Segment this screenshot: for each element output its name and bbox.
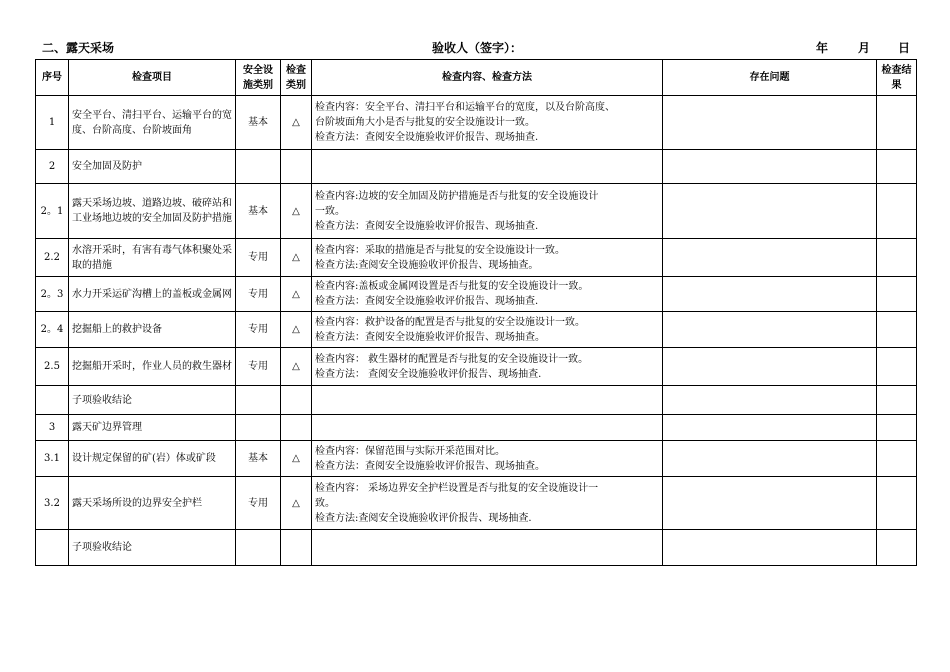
table-row [36, 312, 917, 348]
row-seq: 2.2 [36, 239, 69, 277]
row-result-cell[interactable] [877, 150, 917, 184]
row-result-cell[interactable] [877, 441, 917, 477]
row-seq [36, 386, 69, 415]
table-row [36, 441, 917, 477]
row-mark: △ [281, 184, 312, 239]
row-issues-cell[interactable] [663, 184, 877, 239]
row-mark [281, 386, 312, 415]
row-item: 安全平台、清扫平台、运输平台的宽度、台阶高度、台阶坡面角 [69, 96, 236, 150]
col-header-content: 检查内容、检查方法 [312, 60, 663, 96]
row-seq [36, 530, 69, 566]
row-item: 水溶开采时，有害有毒气体积聚处采取的措施 [69, 239, 236, 277]
row-seq: 2。4 [36, 312, 69, 348]
month-label: 月 [858, 41, 871, 55]
table-row [36, 184, 917, 239]
row-mark: △ [281, 477, 312, 530]
row-issues-cell[interactable] [663, 530, 877, 566]
row-item: 水力开采运矿沟槽上的盖板或金属网 [69, 277, 236, 312]
section-title: 二、露天采场 [42, 41, 115, 55]
table-row [36, 530, 917, 566]
table-row [36, 415, 917, 441]
row-category: 专用 [236, 348, 281, 386]
row-result-cell[interactable] [877, 530, 917, 566]
table-row [36, 477, 917, 530]
row-mark [281, 530, 312, 566]
row-category: 专用 [236, 277, 281, 312]
row-category: 专用 [236, 477, 281, 530]
row-issues-cell[interactable] [663, 312, 877, 348]
row-category: 专用 [236, 239, 281, 277]
row-result-cell[interactable] [877, 184, 917, 239]
row-mark: △ [281, 348, 312, 386]
row-issues-cell[interactable] [663, 239, 877, 277]
signer-label: 验收人（签字）： [432, 41, 523, 55]
row-content: 检查内容： 救生器材的配置是否与批复的安全设施设计一致。 检查方法： 查阅安全设施验收评价报告、现场抽查. [312, 348, 663, 386]
row-issues-cell[interactable] [663, 415, 877, 441]
col-header-category: 安全设 施类别 [236, 60, 281, 96]
row-item: 子项验收结论 [69, 386, 236, 415]
year-label: 年 [816, 41, 829, 55]
row-mark [281, 150, 312, 184]
table-row [36, 239, 917, 277]
row-seq: 3.2 [36, 477, 69, 530]
row-result-cell[interactable] [877, 477, 917, 530]
row-category [236, 415, 281, 441]
col-header-result: 检查结 果 [877, 60, 917, 96]
row-seq: 2。1 [36, 184, 69, 239]
row-content [312, 530, 663, 566]
row-result-cell[interactable] [877, 348, 917, 386]
row-content: 检查内容： 采场边界安全护栏设置是否与批复的安全设施设计一 致。 检查方法:查阅安全设施验收评价报告、现场抽查. [312, 477, 663, 530]
row-content: 检查内容：安全平台、清扫平台和运输平台的宽度，以及台阶高度、 台阶坡面角大小是否与批复的安全设施设计一致。 检查方法：查阅安全设施验收评价报告、现场抽查. [312, 96, 663, 150]
row-category: 基本 [236, 441, 281, 477]
row-seq: 1 [36, 96, 69, 150]
row-category: 基本 [236, 96, 281, 150]
row-result-cell[interactable] [877, 277, 917, 312]
row-result-cell[interactable] [877, 96, 917, 150]
row-category [236, 530, 281, 566]
col-header-item: 检查项目 [69, 60, 236, 96]
row-issues-cell[interactable] [663, 150, 877, 184]
row-issues-cell[interactable] [663, 277, 877, 312]
row-mark: △ [281, 96, 312, 150]
row-result-cell[interactable] [877, 386, 917, 415]
row-mark: △ [281, 312, 312, 348]
row-result-cell[interactable] [877, 415, 917, 441]
row-category: 基本 [236, 184, 281, 239]
row-issues-cell[interactable] [663, 386, 877, 415]
page-header [36, 39, 916, 57]
table-row [36, 277, 917, 312]
row-content: 检查内容：救护设备的配置是否与批复的安全设施设计一致。 检查方法：查阅安全设施验收评价报告、现场抽查。 [312, 312, 663, 348]
row-mark [281, 415, 312, 441]
row-result-cell[interactable] [877, 239, 917, 277]
row-item: 挖掘船开采时，作业人员的救生器材 [69, 348, 236, 386]
row-seq: 3.1 [36, 441, 69, 477]
row-issues-cell[interactable] [663, 477, 877, 530]
row-item: 子项验收结论 [69, 530, 236, 566]
row-content: 检查内容:盖板或金属网设置是否与批复的安全设施设计一致。 检查方法：查阅安全设施验收评价报告、现场抽查. [312, 277, 663, 312]
row-mark: △ [281, 441, 312, 477]
row-content: 检查内容：保留范围与实际开采范围对比。 检查方法：查阅安全设施验收评价报告、现场抽查。 [312, 441, 663, 477]
row-seq: 2。3 [36, 277, 69, 312]
row-item: 设计规定保留的矿(岩）体或矿段 [69, 441, 236, 477]
row-seq: 3 [36, 415, 69, 441]
row-item: 安全加固及防护 [69, 150, 236, 184]
row-content [312, 415, 663, 441]
row-content [312, 386, 663, 415]
day-label: 日 [898, 41, 911, 55]
row-seq: 2.5 [36, 348, 69, 386]
table-row [36, 348, 917, 386]
row-mark: △ [281, 277, 312, 312]
row-content: 检查内容:边坡的安全加固及防护措施是否与批复的安全设施设计 一致。 检查方法：查阅安全设施验收评价报告、现场抽查. [312, 184, 663, 239]
row-seq: 2 [36, 150, 69, 184]
col-header-issues: 存在问题 [663, 60, 877, 96]
table-row [36, 96, 917, 150]
row-item: 露天采场边坡、道路边坡、破碎站和工业场地边坡的安全加固及防护措施 [69, 184, 236, 239]
row-item: 露天矿边界管理 [69, 415, 236, 441]
row-category: 专用 [236, 312, 281, 348]
row-issues-cell[interactable] [663, 441, 877, 477]
row-item: 露天采场所设的边界安全护栏 [69, 477, 236, 530]
table-header-row [36, 60, 917, 96]
row-category [236, 150, 281, 184]
col-header-mark: 检查 类别 [281, 60, 312, 96]
row-category [236, 386, 281, 415]
row-content [312, 150, 663, 184]
table-row [36, 386, 917, 415]
inspection-table [35, 59, 917, 566]
row-issues-cell[interactable] [663, 96, 877, 150]
col-header-seq: 序号 [36, 60, 69, 96]
row-content: 检查内容：采取的措施是否与批复的安全设施设计一致。 检查方法:查阅安全设施验收评价报告、现场抽查。 [312, 239, 663, 277]
row-item: 挖掘船上的救护设备 [69, 312, 236, 348]
row-mark: △ [281, 239, 312, 277]
row-issues-cell[interactable] [663, 348, 877, 386]
row-result-cell[interactable] [877, 312, 917, 348]
table-row [36, 150, 917, 184]
